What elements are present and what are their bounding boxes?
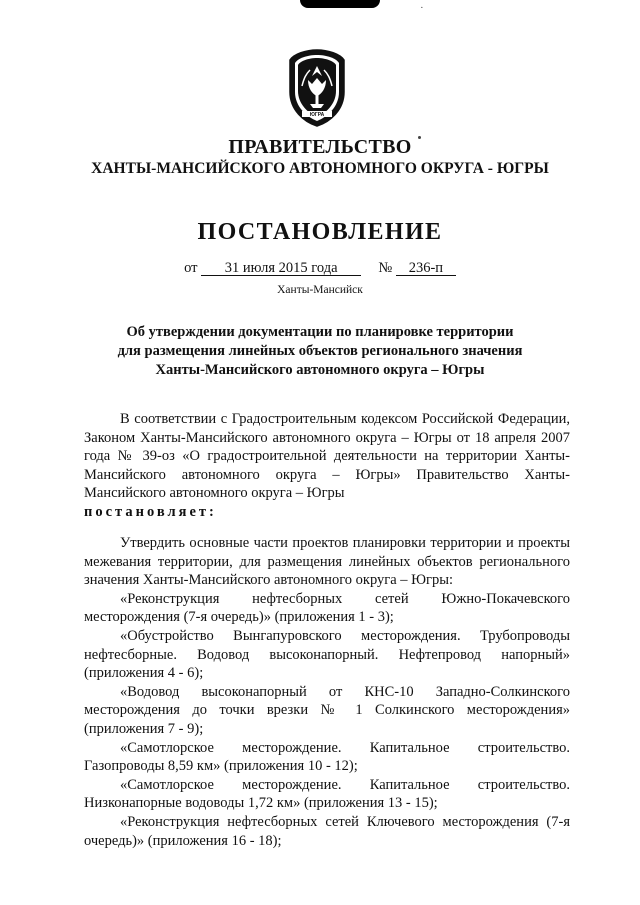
city-name: Ханты-Мансийск — [277, 284, 363, 296]
document-subject — [0, 323, 640, 380]
list-item: «Водовод высоконапорный от КНС-10 Западно-Солкинского месторождения до точки врезки № 1 Солкинского месторождения» (приложения 7 - 9); — [84, 683, 570, 737]
number-prefix: № — [378, 260, 393, 276]
resolution-section — [84, 534, 570, 850]
list-item: «Обустройство Вынгапуровского месторождения. Трубопроводы нефтесборные. Водовод высоконапорный. Нефтепровод напорный» (приложения 4 - 6); — [84, 627, 570, 682]
resolves-word: постановляет: — [84, 503, 217, 520]
list-item: «Самотлорское месторождение. Капитальное строительство. Газопроводы 8,59 км» (приложения 10 - 12); — [84, 739, 570, 775]
document-number: 236-п — [396, 261, 456, 276]
list-item: «Реконструкция нефтесборных сетей Ключевого месторождения (7-я очередь)» (приложения 16 - 18); — [84, 813, 570, 849]
date-number-line — [0, 260, 640, 277]
list-item: «Реконструкция нефтесборных сетей Южно-Покачевского месторождения (7-я очередь)» (приложения 1 - 3); — [84, 590, 570, 626]
date-prefix: от — [184, 260, 198, 276]
subject-line: Об утверждении документации по планировке территории — [126, 324, 514, 340]
preamble-paragraph — [84, 410, 570, 522]
list-item: «Самотлорское месторождение. Капитальное строительство. Низконапорные водоводы 1,72 км» (приложения 13 - 15); — [84, 776, 570, 812]
document-date: 31 июля 2015 года — [201, 261, 361, 276]
svg-text:ЮГРА: ЮГРА — [309, 112, 325, 118]
government-title: ПРАВИТЕЛЬСТВО — [228, 136, 412, 158]
subject-line: для размещения линейных объектов регионального значения — [117, 343, 523, 359]
subject-line: Ханты-Мансийского автономного округа – Югры — [155, 362, 485, 378]
resolution-intro: Утвердить основные части проектов планировки территории и проекты межевания территории, для размещения линейных объектов регионального значения Ханты-Мансийского автономного округа – Югры: — [84, 535, 570, 589]
preamble-text: В соответствии с Градостроительным кодексом Российской Федерации, Законом Ханты-Мансийского автономного округа – Югры от 18 апреля 2007 года № 39-оз «О градостроительной деятельности на территории Ханты-Мансийского автономного округа – Югры» Правительство Ханты-Мансийского автономного округа – Югры — [84, 411, 570, 502]
coat-of-arms-emblem — [286, 48, 348, 128]
okrug-title: ХАНТЫ-МАНСИЙСКОГО АВТОНОМНОГО ОКРУГА - ЮГРЫ — [91, 160, 549, 177]
document-type: ПОСТАНОВЛЕНИЕ — [197, 219, 443, 245]
scan-artifact — [300, 0, 380, 8]
scan-speck: · — [420, 2, 424, 14]
